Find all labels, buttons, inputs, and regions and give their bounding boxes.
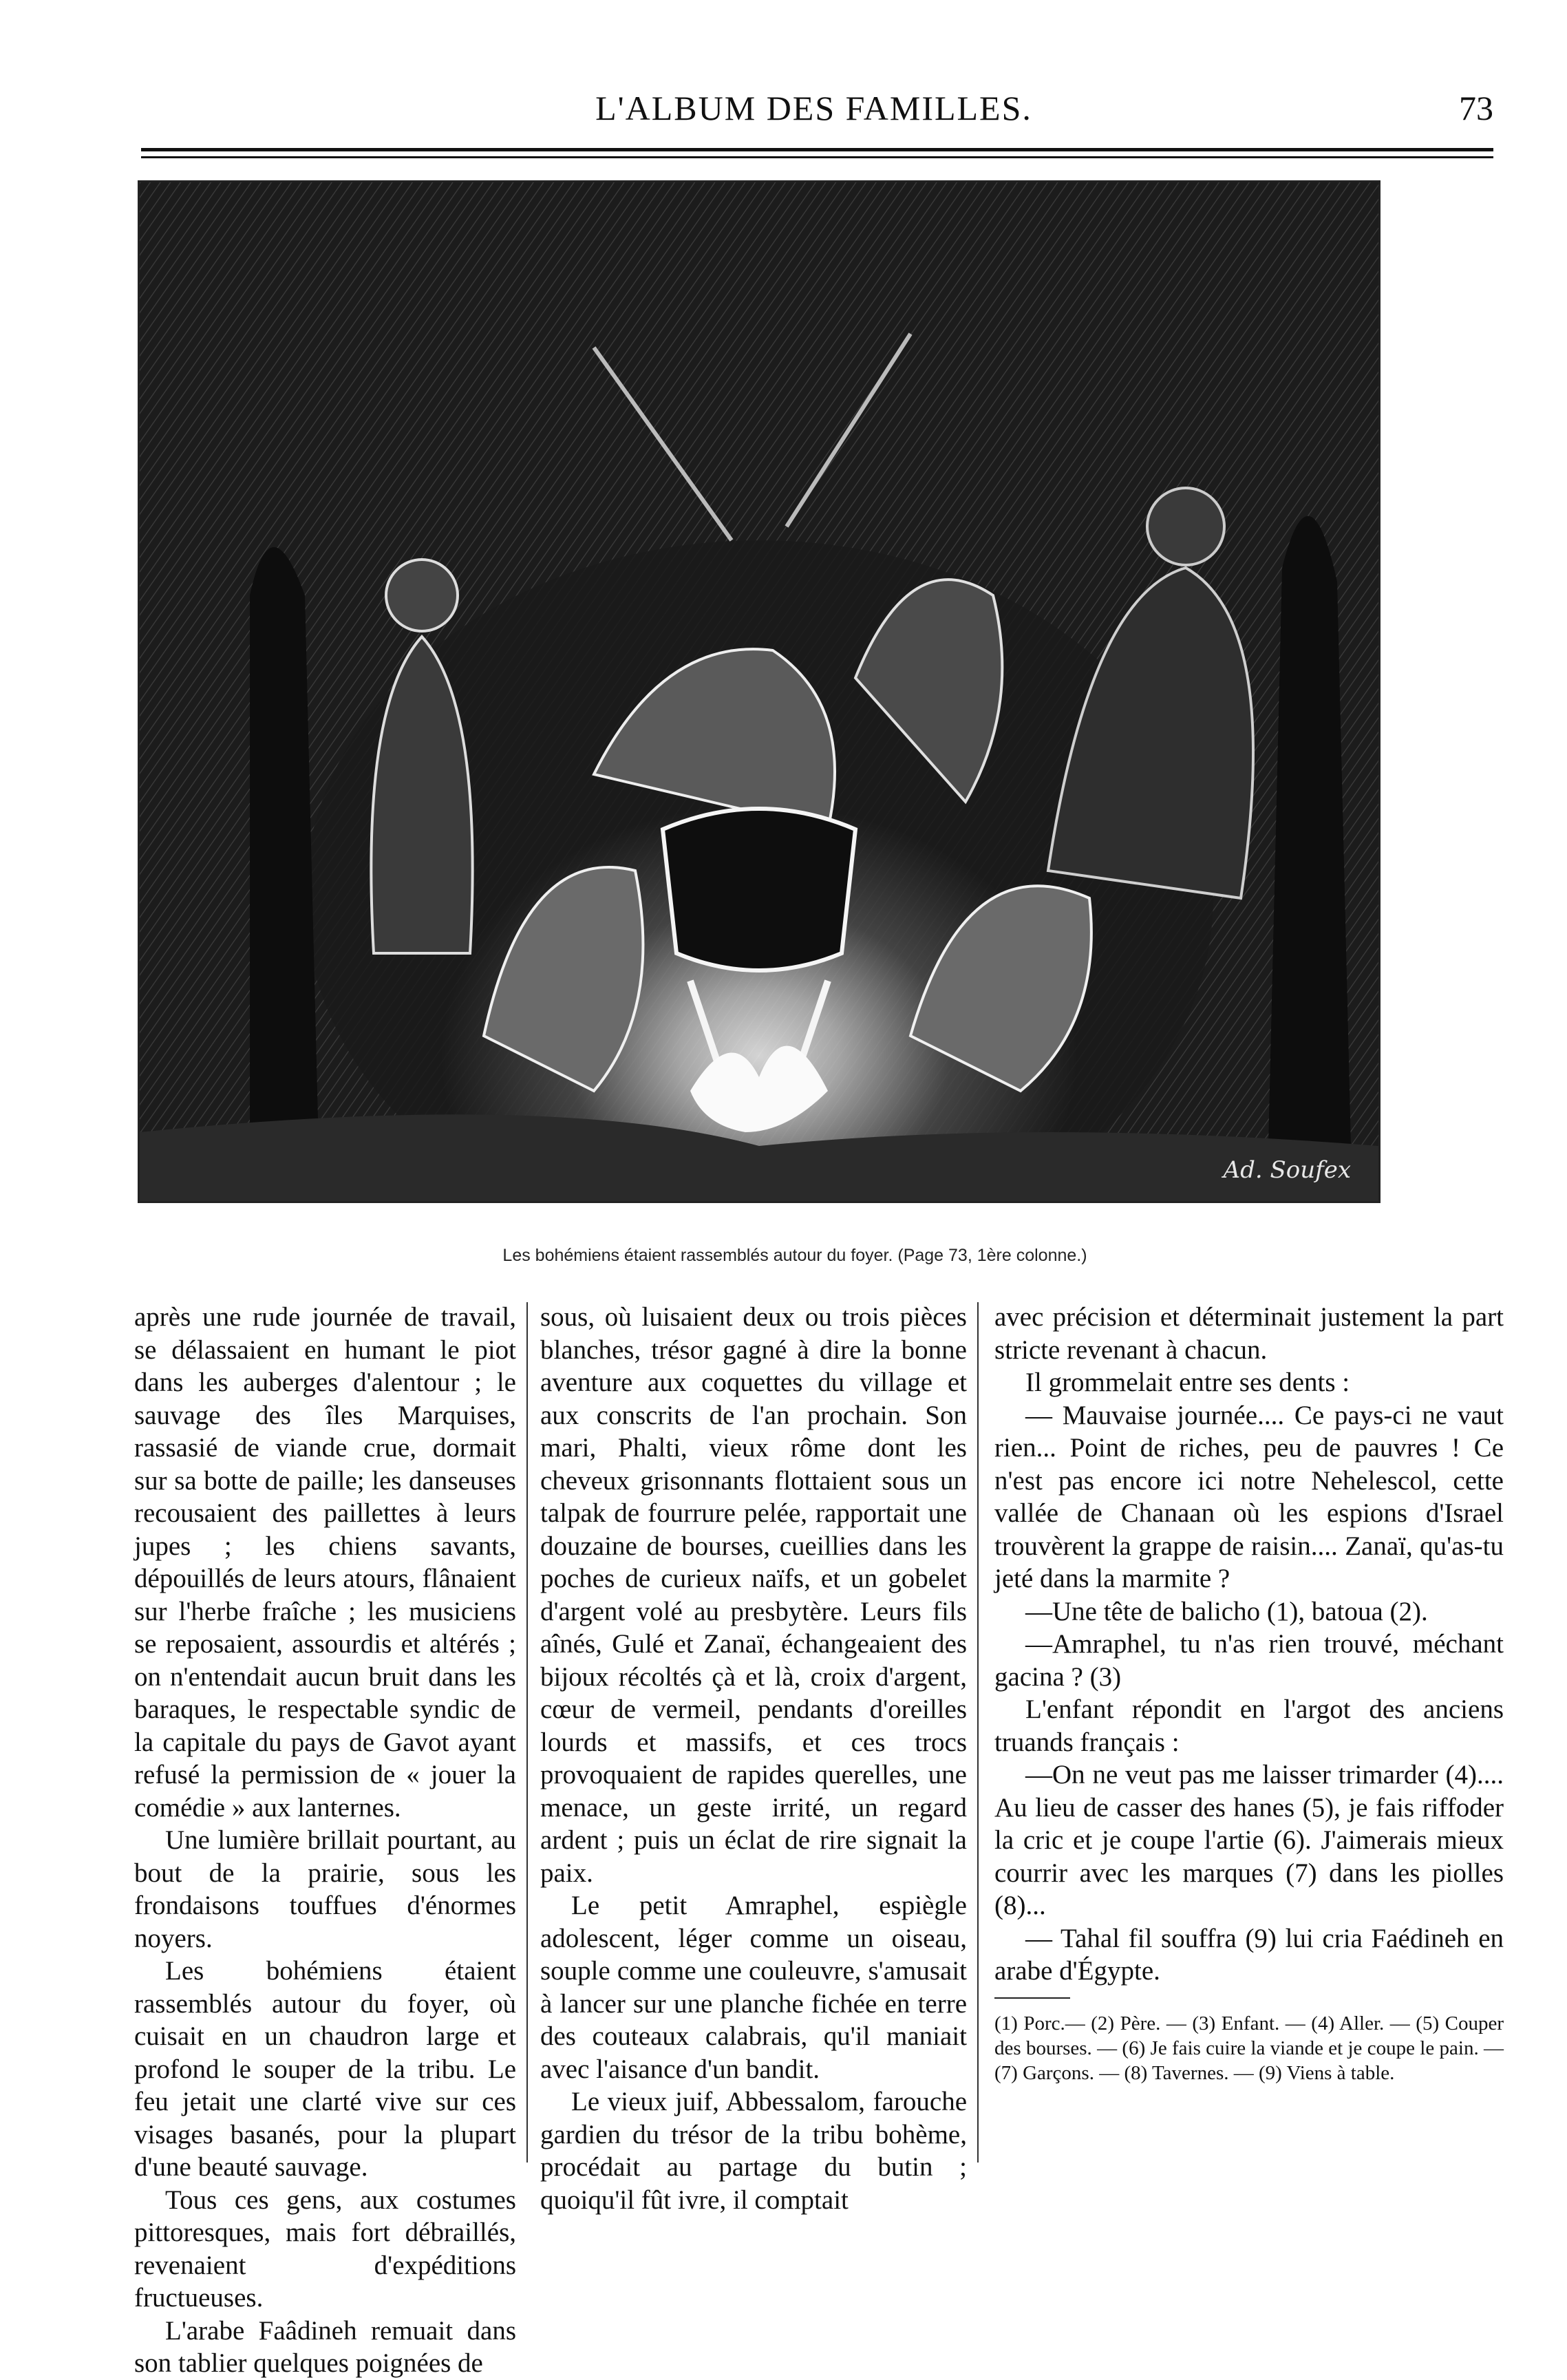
dialogue-line: —Amraphel, tu n'as rien trouvé, méchant gacina ? (3) [994,1629,1504,1692]
paragraph: L'arabe Faâdineh remuait dans son tablier quelques poignées de [134,2315,516,2378]
figure-caption: Les bohémiens étaient rassemblés autour du foyer. (Page 73, 1ère colonne.) [502,1246,1087,1265]
engraving-illustration [138,180,1381,1203]
text-column-3 [994,1301,1504,2168]
paragraph: avec précision et déterminait justement la part stricte revenant à chacun. [994,1302,1504,1365]
journal-title: L'ALBUM DES FAMILLES. [595,89,1032,127]
dialogue-line: —On ne veut pas me laisser trimarder (4).... Au lieu de casser des hanes (5), je fais riffoder la cric et je coupe l'artie (6). J'aimerais mieux courrir avec les marques (7) dans les piolles (8)... [994,1760,1504,1920]
footnote-rule [994,1997,1070,1999]
paragraph: Une lumière brillait pourtant, au bout de la prairie, sous les frondaisons touffues d'énormes noyers. [134,1825,516,1953]
paragraph: sous, où luisaient deux ou trois pièces blanches, trésor gagné à dire la bonne aventure aux coquettes du village et aux conscrits de l'an prochain. Son mari, Phalti, vieux rôme dont les cheveux grisonnants flottaient sous un talpak de fourrure pelée, rapportait une douzaine de bourses, cueillies dans les poches de curieux naïfs, et un gobelet d'argent volé au presbytère. Leurs fils aînés, Gulé et Zanaï, échangeaient des bijoux récoltés çà et là, croix d'argent, cœur de vermeil, pendants d'oreilles lourds et massifs, et ces trocs provoquaient de rapides querelles, une menace, un geste irrité, un regard ardent ; puis un éclat de rire signait la paix. [540,1302,967,1888]
paragraph: L'enfant répondit en l'argot des anciens truands français : [994,1694,1504,1757]
running-header [134,88,1493,136]
page-number: 73 [1459,89,1493,127]
paragraph: après une rude journée de travail, se délassaient en humant le piot dans les auberges d'alentour ; le sauvage des îles Marquises, rassasié de viande crue, dormait sur sa botte de paille; les danseuses recousaient des paillettes à leurs jupes ; les chiens savants, dépouillés de leurs atours, flânaient sur l'herbe fraîche ; les musiciens se reposaient, assourdis et altérés ; on n'entendait aucun bruit dans les baraques, le respectable syndic de la capitale du pays de Gavot ayant refusé la permission de « jouer la comédie » aux lanternes. [134,1302,516,1823]
paragraph: Le vieux juif, Abbessalom, farouche gardien du trésor de la tribu bohème, procédait au partage du butin ; quoiqu'il fût ivre, il comptait [540,2087,967,2215]
paragraph: Le petit Amraphel, espiègle adolescent, léger comme un oiseau, souple comme une couleuvre, s'amusait à lancer sur une planche fichée en terre des couteaux calabrais, qu'il maniait avec l'aisance d'un bandit. [540,1891,967,2084]
campfire-scene-image [140,182,1378,1201]
paragraph: Les bohémiens étaient rassemblés autour du foyer, où cuisait en un chaudron large et profond le souper de la tribu. Le feu jetait une clarté vive sur ces visages basanés, pour la plupart d'une beauté sauvage. [134,1956,516,2182]
paragraph: Il grommelait entre ses dents : [1025,1368,1350,1397]
dialogue-line: — Mauvaise journée.... Ce pays-ci ne vaut rien... Point de riches, peu de pauvres ! Ce n'est pas encore ici notre Nehelescol, cette vallée de Chanaan où les espions d'Israel trouvèrent la grappe de raisin.... Zanaï, qu'as-tu jeté dans la marmite ? [994,1400,1504,1593]
paragraph: Tous ces gens, aux costumes pittoresques, mais fort débraillés, revenaient d'expéditions fructueuses. [134,2185,516,2313]
header-rule-thick [141,148,1493,151]
text-column-1 [134,1301,516,2378]
cauldron [663,809,855,970]
header-rule-thin [141,156,1493,158]
dialogue-line: —Une tête de balicho (1), batoua (2). [1025,1596,1428,1626]
dialogue-line: — Tahal fil souffra (9) lui cria Faédineh en arabe d'Égypte. [994,1923,1504,1986]
footnotes: (1) Porc.— (2) Père. — (3) Enfant. — (4) Aller. — (5) Couper des bourses. — (6) Je fais cuire la viande et je coupe le pain. — (7) Garçons. — (8) Tavernes. — (9) Viens à table. [994,2012,1504,2084]
engraver-signature: Ad. Soufex [1223,1156,1351,1184]
article-body [134,1301,1504,2378]
text-column-2 [540,1301,967,2215]
